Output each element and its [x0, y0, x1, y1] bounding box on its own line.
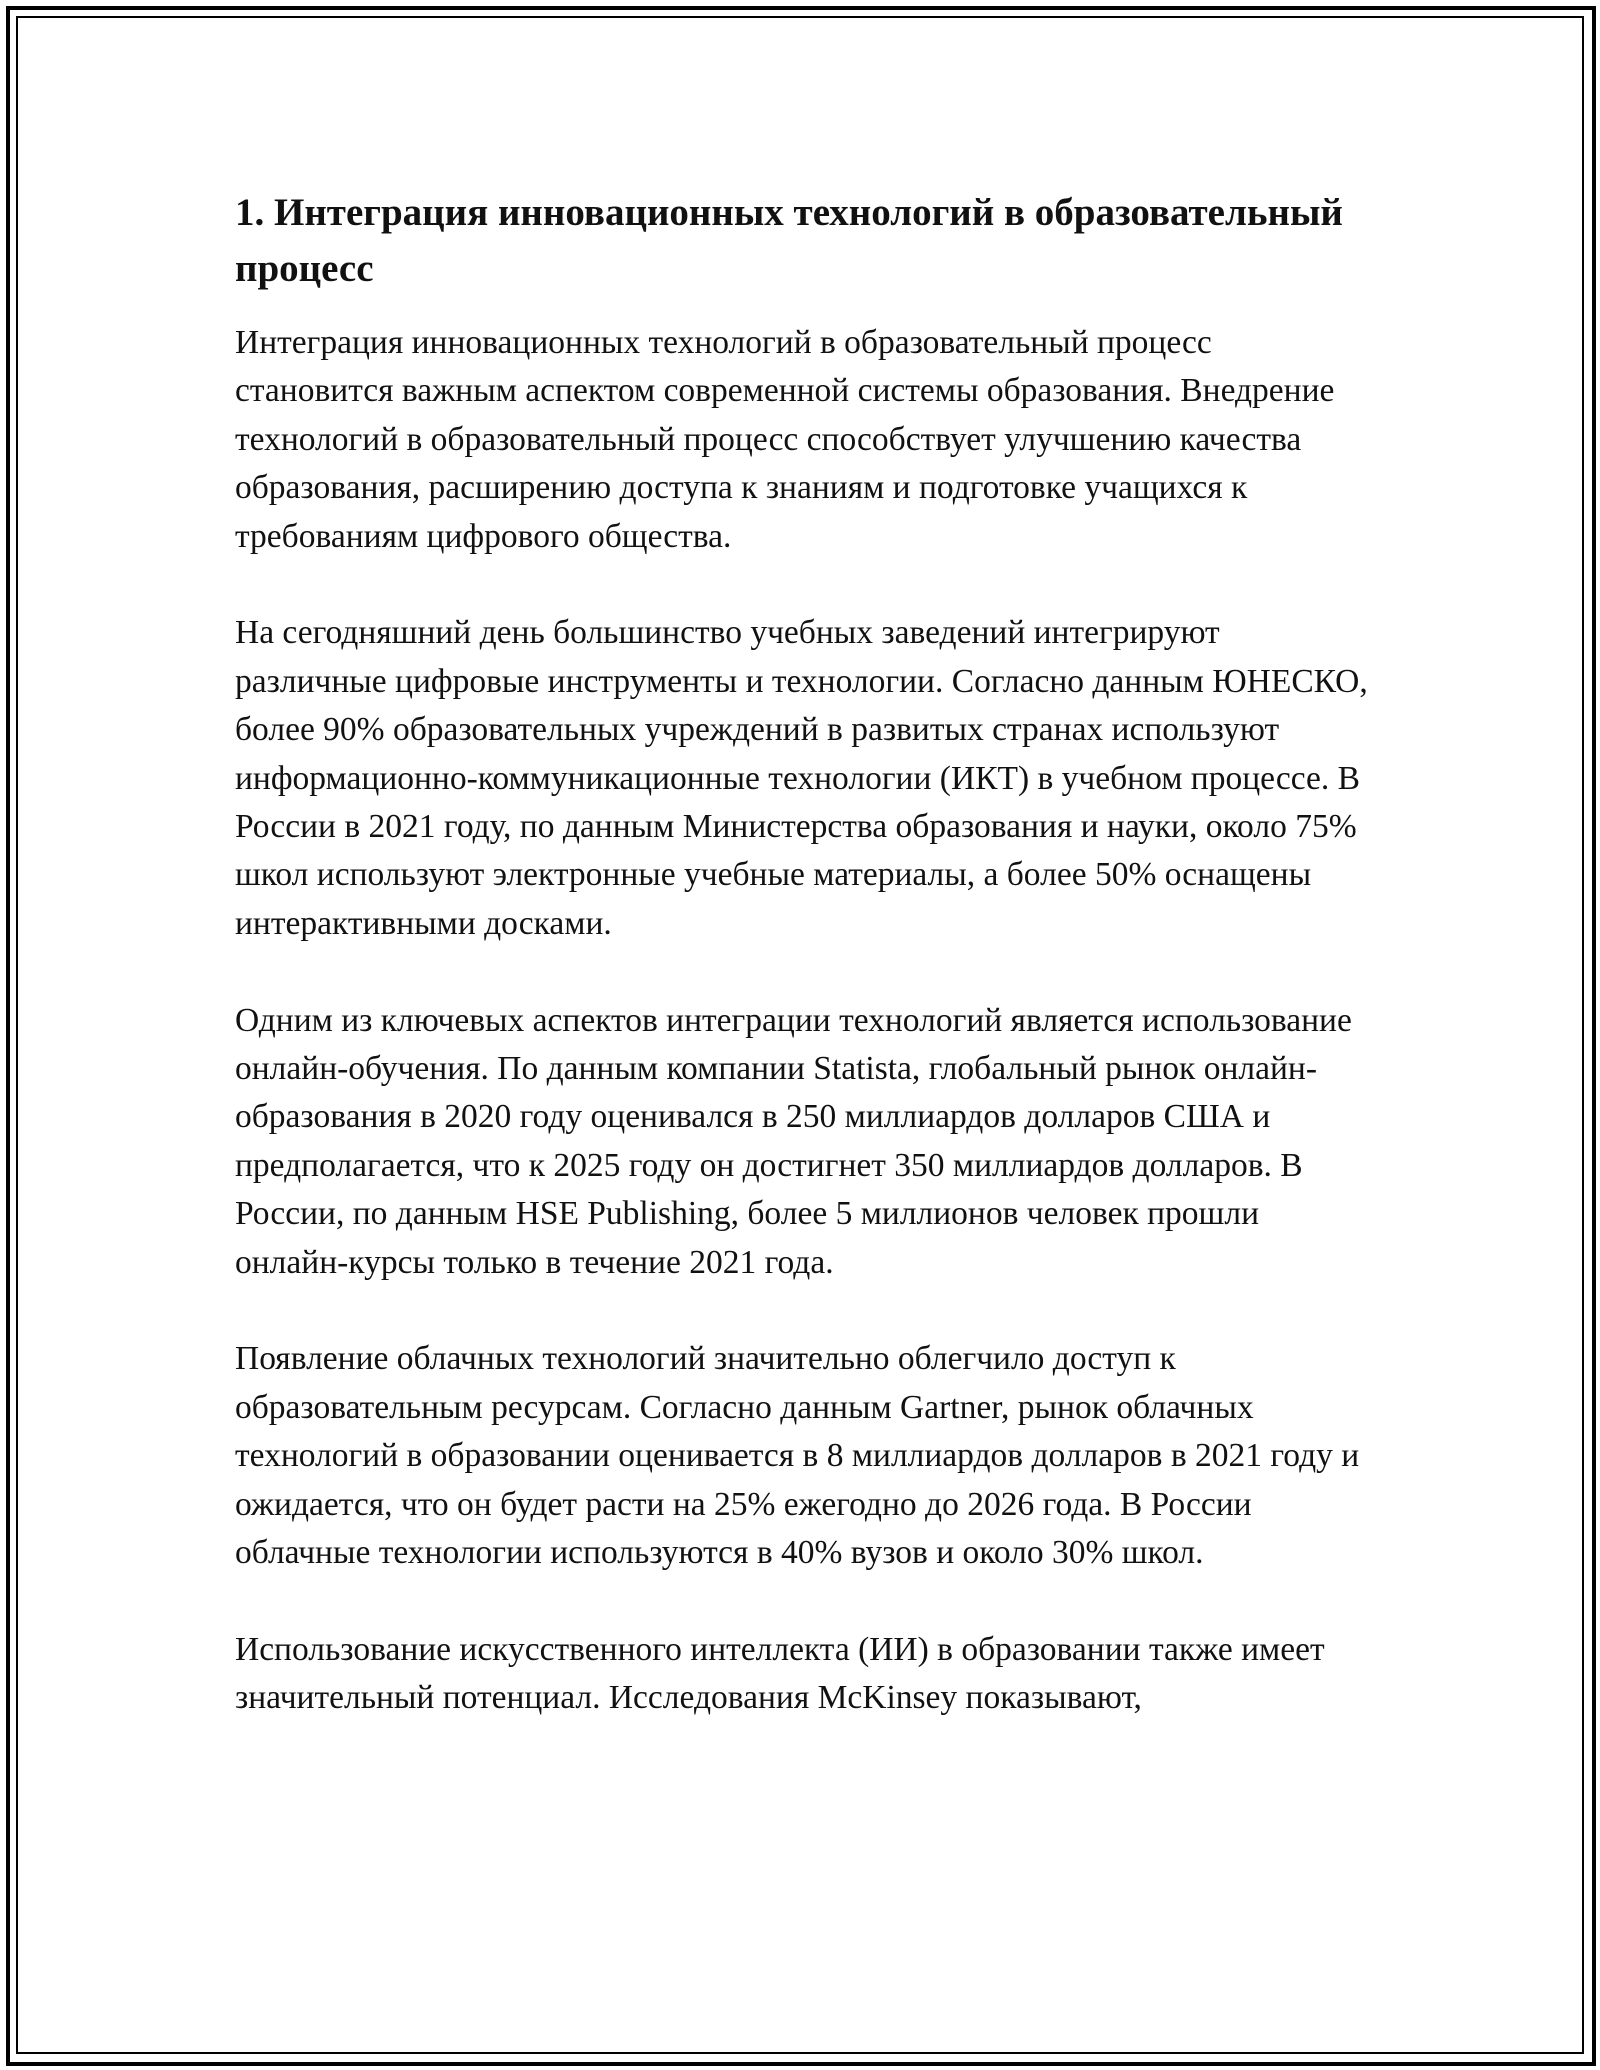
document-body — [235, 185, 1375, 1771]
section-heading: 1. Интеграция инновационных технологий в образовательный процесс — [235, 191, 1343, 290]
paragraph-intro: Интеграция инновационных технологий в образовательный процесс становится важным аспектом современной системы образования. Внедрение технологий в образовательный процесс способствует улучшению качества образования, расширению доступа к знаниям и подготовке учащихся к требованиям цифрового общества. — [235, 324, 1335, 555]
paragraph-online-learning: Одним из ключевых аспектов интеграции технологий является использование онлайн-обучения. По данным компании Statista, глобальный рынок онлайн-образования в 2020 году оценивался в 250 миллиардов долларов США и предполагается, что к 2025 году он достигнет 350 миллиардов долларов. В России, по данным HSE Publishing, более 5 миллионов человек прошли онлайн-курсы только в течение 2021 года. — [235, 1001, 1352, 1281]
paragraph-cloud-technologies: Появление облачных технологий значительно облегчило доступ к образовательным ресурсам. Согласно данным Gartner, рынок облачных технологий в образовании оценивается в 8 миллиардов долларов в 2021 году и ожидается, что он будет расти на 25% ежегодно до 2026 года. В России облачные технологии используются в 40% вузов и около 30% школ. — [235, 1340, 1360, 1572]
paragraph-digital-tools: На сегодняшний день большинство учебных заведений интегрируют различные цифровые инструменты и технологии. Согласно данным ЮНЕСКО, более 90% образовательных учреждений в развитых странах используют информационно-коммуникационные технологии (ИКТ) в учебном процессе. В России в 2021 году, по данным Министерства образования и науки, около 75% школ используют электронные учебные материалы, а более 50% оснащены интерактивными досками. — [235, 614, 1368, 942]
paragraph-artificial-intelligence: Использование искусственного интеллекта (ИИ) в образовании также имеет значительный потенциал. Исследования McKinsey показывают, — [235, 1630, 1325, 1717]
